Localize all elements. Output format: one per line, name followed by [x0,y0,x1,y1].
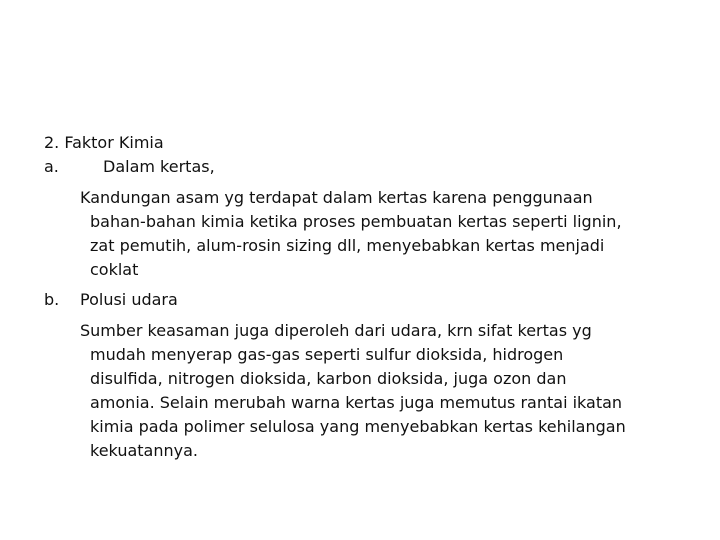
item-a-line-3: zat pemutih, alum-rosin sizing dll, menyebabkan kertas menjadi [90,236,605,255]
item-b-line-1: Sumber keasaman juga diperoleh dari udara, krn sifat kertas yg [80,321,592,340]
item-b-title: Polusi udara [80,290,178,309]
item-a-line-1: Kandungan asam yg terdapat dalam kertas karena penggunaan [80,188,593,207]
item-b-marker: b. [44,290,60,309]
item-a-body [80,186,680,282]
item-a-line-2: bahan-bahan kimia ketika proses pembuatan kertas seperti lignin, [90,212,622,231]
item-b-line-3: disulfida, nitrogen dioksida, karbon dioksida, juga ozon dan [90,369,567,388]
item-a-title: Dalam kertas, [103,157,215,176]
item-b-line-4: amonia. Selain merubah warna kertas juga memutus rantai ikatan [90,393,623,412]
item-a-line-4: coklat [90,260,139,279]
item-b-line-2: mudah menyerap gas-gas seperti sulfur dioksida, hidrogen [90,345,564,364]
item-b-line-5: kimia pada polimer selulosa yang menyebabkan kertas kehilangan [90,417,626,436]
item-b-line-6: kekuatannya. [90,441,198,460]
item-a-marker: a. [44,157,59,176]
section-heading: 2. Faktor Kimia [44,133,164,152]
item-b-body [80,319,680,463]
